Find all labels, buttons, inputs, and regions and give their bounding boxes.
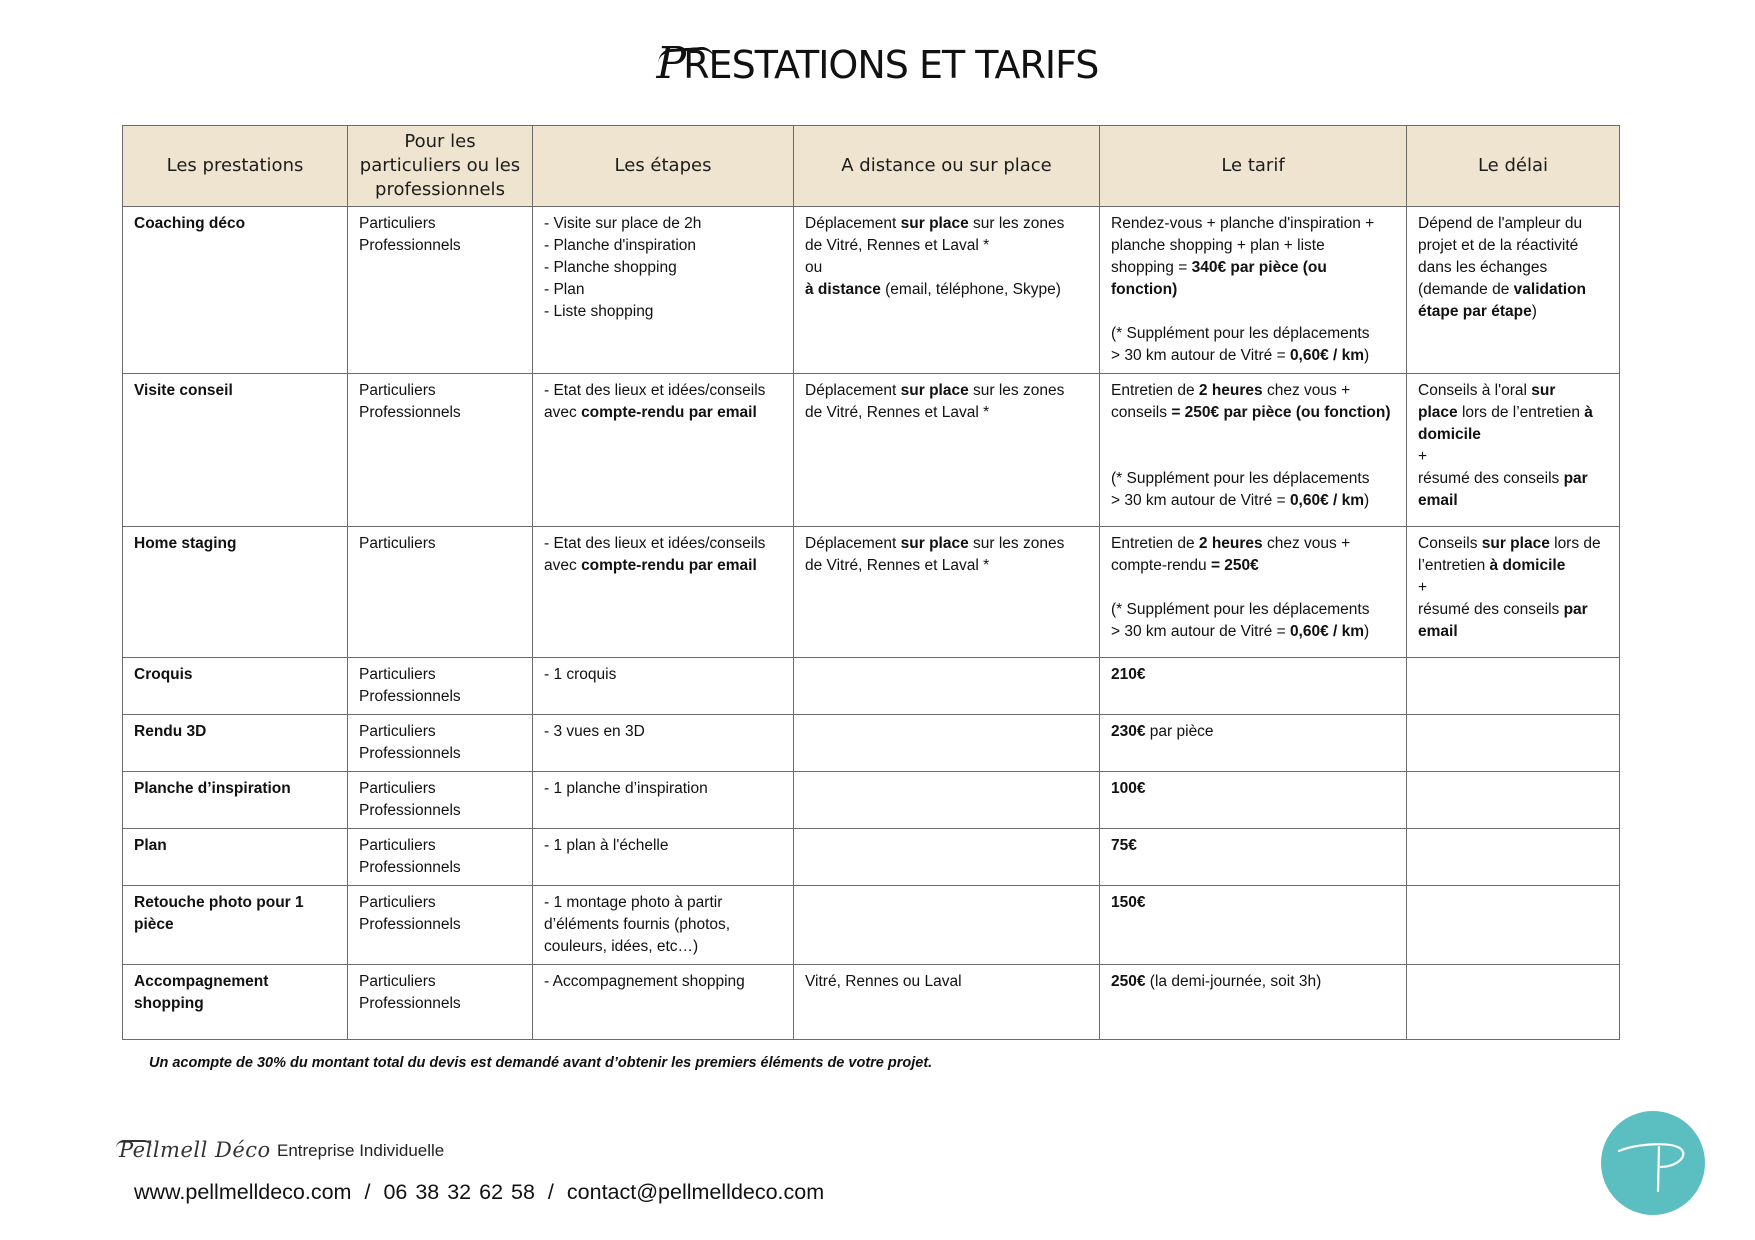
price-cell-text: 230€	[1111, 723, 1146, 740]
price-cell-text: )	[1364, 623, 1370, 640]
steps-cell	[533, 965, 794, 1040]
logo-swash-decoration	[116, 1140, 152, 1148]
delay-cell-text: par	[1563, 470, 1588, 487]
delay-cell-text: lors de l’entretien	[1457, 404, 1585, 421]
price-cell-text: 250€	[1111, 973, 1146, 990]
price-cell-line	[1111, 301, 1395, 323]
steps-cell-line: - 1 montage photo à partir	[544, 894, 723, 911]
location-cell-text: ou	[805, 259, 823, 276]
email-link[interactable]: contact@pellmelldeco.com	[566, 1180, 825, 1204]
delay-cell-line	[1418, 599, 1608, 621]
price-cell-text: planche shopping + plan + liste	[1111, 237, 1325, 254]
service-name: Planche d’inspiration	[123, 772, 348, 829]
pricing-table	[122, 125, 1620, 1040]
price-cell-text: (* Supplément pour les déplacements	[1111, 470, 1370, 487]
clients-cell-line: Particuliers	[359, 215, 436, 232]
brand-badge-icon	[1601, 1111, 1705, 1215]
separator: /	[547, 1180, 554, 1204]
delay-cell-line	[1418, 213, 1608, 235]
delay-cell-line	[1418, 279, 1608, 301]
price-cell-line	[1111, 835, 1395, 857]
column-header-location: A distance ou sur place	[794, 126, 1100, 207]
price-cell-text: conseils	[1111, 404, 1172, 421]
table-row	[123, 207, 1620, 374]
location-cell-text: sur place	[900, 215, 969, 232]
steps-cell-text: - Etat des lieux et idées/conseils	[544, 535, 766, 552]
clients-cell-line: Particuliers	[359, 973, 436, 990]
clients-cell-line: Particuliers	[359, 780, 436, 797]
price-cell-text: shopping =	[1111, 259, 1192, 276]
price-cell-line	[1111, 323, 1395, 345]
steps-cell	[533, 829, 794, 886]
clients-cell-line: Particuliers	[359, 837, 436, 854]
location-cell	[794, 527, 1100, 658]
page-title	[0, 38, 1755, 89]
steps-cell-line: - Accompagnement shopping	[544, 973, 745, 990]
location-cell-text: Déplacement	[805, 382, 901, 399]
service-name: Accompagnement shopping	[123, 965, 348, 1040]
delay-cell-text: Dépend de l'ampleur du	[1418, 215, 1583, 232]
steps-cell-text: compte-rendu par email	[581, 404, 757, 421]
price-cell-line	[1111, 971, 1395, 993]
location-cell-text: de Vitré, Rennes et Laval *	[805, 404, 990, 421]
price-cell-text: 0,60€ / km	[1289, 347, 1365, 364]
price-cell-line	[1111, 257, 1395, 279]
delay-cell-text: dans les échanges	[1418, 259, 1548, 276]
price-cell-text: 75€	[1111, 837, 1137, 854]
service-name: Rendu 3D	[123, 715, 348, 772]
price-cell-line	[1111, 664, 1395, 686]
title-initial: P	[656, 38, 686, 89]
location-cell	[794, 715, 1100, 772]
steps-cell-line: - Visite sur place de 2h	[544, 215, 702, 232]
clients-cell	[348, 886, 533, 965]
price-cell-text: 0,60€ / km	[1289, 492, 1365, 509]
location-cell-text: sur les zones	[968, 535, 1065, 552]
delay-cell-line	[1418, 446, 1608, 468]
clients-cell-line: Professionnels	[359, 237, 461, 254]
table-row	[123, 829, 1620, 886]
table-row	[123, 772, 1620, 829]
price-cell	[1100, 772, 1407, 829]
service-name: Plan	[123, 829, 348, 886]
steps-cell	[533, 772, 794, 829]
column-header-steps: Les étapes	[533, 126, 794, 207]
delay-cell-line	[1418, 490, 1608, 512]
price-cell-line	[1111, 380, 1395, 402]
steps-cell-line	[544, 380, 782, 402]
price-cell-text: 210€	[1111, 666, 1146, 683]
delay-cell-text: sur	[1531, 382, 1556, 399]
steps-cell	[533, 715, 794, 772]
price-cell-line	[1111, 213, 1395, 235]
location-cell-text: de Vitré, Rennes et Laval *	[805, 237, 990, 254]
delay-cell-text: +	[1418, 448, 1428, 465]
location-cell	[794, 207, 1100, 374]
price-cell-line	[1111, 599, 1395, 621]
column-header-price: Le tarif	[1100, 126, 1407, 207]
price-cell-text: 2 heures	[1198, 382, 1263, 399]
steps-cell-line: - 3 vues en 3D	[544, 723, 645, 740]
location-cell	[794, 965, 1100, 1040]
clients-cell	[348, 207, 533, 374]
delay-cell-text: email	[1418, 492, 1458, 509]
steps-cell-line: - Planche d'inspiration	[544, 237, 697, 254]
price-cell-line	[1111, 577, 1395, 599]
price-cell-text: chez vous +	[1262, 382, 1351, 399]
delay-cell-line	[1418, 533, 1608, 555]
service-name: Croquis	[123, 658, 348, 715]
price-cell-text: chez vous +	[1262, 535, 1351, 552]
price-cell	[1100, 965, 1407, 1040]
price-cell-text: > 30 km autour de Vitré =	[1111, 492, 1290, 509]
steps-cell-line: d’éléments fournis (photos,	[544, 916, 731, 933]
location-cell-text: sur place	[900, 535, 969, 552]
delay-cell-line	[1418, 555, 1608, 577]
location-cell-line	[805, 213, 1088, 235]
price-cell-text: (la demi-journée, soit 3h)	[1145, 973, 1322, 990]
price-cell-line	[1111, 621, 1395, 643]
price-cell-text: )	[1364, 347, 1370, 364]
location-cell	[794, 658, 1100, 715]
clients-cell	[348, 715, 533, 772]
delay-cell-text: Conseils	[1418, 535, 1482, 552]
delay-cell-text: résumé des conseils	[1418, 601, 1564, 618]
delay-cell-line	[1418, 577, 1608, 599]
steps-cell	[533, 207, 794, 374]
price-cell-text: compte-rendu	[1111, 557, 1211, 574]
clients-cell-line: Particuliers	[359, 382, 436, 399]
logo-text: Pellmell Déco	[119, 1138, 271, 1162]
delay-cell-text: sur place	[1481, 535, 1550, 552]
delay-cell-text: lors de	[1549, 535, 1601, 552]
price-cell-text: > 30 km autour de Vitré =	[1111, 623, 1290, 640]
column-header-prestations: Les prestations	[123, 126, 348, 207]
location-cell-line	[805, 555, 1088, 577]
delay-cell-text: +	[1418, 579, 1428, 596]
location-cell	[794, 374, 1100, 527]
price-cell-line	[1111, 345, 1395, 367]
price-cell-text: 150€	[1111, 894, 1146, 911]
delay-cell-text: étape par étape	[1418, 303, 1532, 320]
price-cell-text: 100€	[1111, 780, 1146, 797]
steps-cell-line: couleurs, idées, etc…)	[544, 938, 699, 955]
delay-cell-line	[1418, 468, 1608, 490]
price-cell-line	[1111, 424, 1395, 446]
price-cell-line	[1111, 235, 1395, 257]
delay-cell	[1407, 658, 1620, 715]
steps-cell-line: - 1 planche d’inspiration	[544, 780, 708, 797]
clients-cell-line: Professionnels	[359, 802, 461, 819]
price-cell	[1100, 527, 1407, 658]
delay-cell	[1407, 886, 1620, 965]
delay-cell	[1407, 207, 1620, 374]
delay-cell-text: par	[1563, 601, 1588, 618]
location-cell-text: sur les zones	[968, 382, 1065, 399]
price-cell-text: fonction)	[1111, 281, 1178, 298]
column-header-clients: Pour les particuliers ou les professionnels	[348, 126, 533, 207]
price-cell	[1100, 658, 1407, 715]
price-cell-text: = 250€ par pièce (ou fonction)	[1171, 404, 1391, 421]
table-body	[123, 207, 1620, 1040]
price-cell-line	[1111, 533, 1395, 555]
table-row	[123, 527, 1620, 658]
table-row	[123, 965, 1620, 1040]
delay-cell-text: )	[1531, 303, 1537, 320]
clients-cell-line: Professionnels	[359, 916, 461, 933]
location-cell-text: Vitré, Rennes ou Laval	[805, 973, 962, 990]
clients-cell	[348, 374, 533, 527]
clients-cell-line: Particuliers	[359, 666, 436, 683]
price-cell-text: (* Supplément pour les déplacements	[1111, 325, 1370, 342]
steps-cell-text: - Etat des lieux et idées/conseils	[544, 382, 766, 399]
brand-logo	[119, 1138, 271, 1162]
price-cell-text: 340€ par pièce (ou	[1191, 259, 1327, 276]
steps-cell-line	[544, 402, 782, 424]
delay-cell-text: à	[1584, 404, 1593, 421]
steps-cell-text: compte-rendu par email	[581, 557, 757, 574]
service-name: Visite conseil	[123, 374, 348, 527]
clients-cell-line: Professionnels	[359, 404, 461, 421]
steps-cell-line: - 1 croquis	[544, 666, 617, 683]
delay-cell	[1407, 772, 1620, 829]
delay-cell-text: domicile	[1418, 426, 1481, 443]
table-row	[123, 715, 1620, 772]
location-cell-text: de Vitré, Rennes et Laval *	[805, 557, 990, 574]
price-cell	[1100, 374, 1407, 527]
location-cell-text: Déplacement	[805, 215, 901, 232]
price-cell-line	[1111, 446, 1395, 468]
steps-cell-line	[544, 555, 782, 577]
clients-cell	[348, 527, 533, 658]
price-cell	[1100, 207, 1407, 374]
steps-cell-line: - Plan	[544, 281, 585, 298]
location-cell-text: sur place	[900, 382, 969, 399]
steps-cell-line	[544, 533, 782, 555]
phone-number: 06 38 32 62 58	[383, 1180, 535, 1204]
clients-cell-line: Professionnels	[359, 859, 461, 876]
price-cell-line	[1111, 402, 1395, 424]
price-cell	[1100, 886, 1407, 965]
steps-cell	[533, 527, 794, 658]
delay-cell	[1407, 965, 1620, 1040]
company-type: Entreprise Individuelle	[277, 1141, 445, 1160]
price-cell-text: (* Supplément pour les déplacements	[1111, 601, 1370, 618]
location-cell-line	[805, 380, 1088, 402]
location-cell-line	[805, 257, 1088, 279]
price-cell-text: = 250€	[1210, 557, 1259, 574]
location-cell-text: (email, téléphone, Skype)	[880, 281, 1061, 298]
table-row	[123, 658, 1620, 715]
delay-cell-line	[1418, 424, 1608, 446]
clients-cell	[348, 829, 533, 886]
steps-cell	[533, 658, 794, 715]
location-cell	[794, 772, 1100, 829]
steps-cell-text: avec	[544, 404, 582, 421]
clients-cell-line: Particuliers	[359, 535, 436, 552]
clients-cell	[348, 772, 533, 829]
table-header-row	[123, 126, 1620, 207]
location-cell-text: à distance	[805, 281, 881, 298]
clients-cell-line: Particuliers	[359, 723, 436, 740]
price-cell-text: Rendez-vous + planche d'inspiration +	[1111, 215, 1375, 232]
delay-cell-text: validation	[1513, 281, 1587, 298]
price-cell-text: > 30 km autour de Vitré =	[1111, 347, 1290, 364]
service-name: Retouche photo pour 1 pièce	[123, 886, 348, 965]
separator: /	[364, 1180, 371, 1204]
delay-cell-text: l’entretien	[1418, 557, 1490, 574]
title-text: RESTATIONS ET TARIFS	[683, 43, 1099, 87]
steps-cell-text: avec	[544, 557, 582, 574]
price-cell-line	[1111, 279, 1395, 301]
delay-cell-line	[1418, 380, 1608, 402]
delay-cell-text: email	[1418, 623, 1458, 640]
price-cell	[1100, 829, 1407, 886]
location-cell-line	[805, 971, 1088, 993]
price-cell	[1100, 715, 1407, 772]
delay-cell	[1407, 829, 1620, 886]
p-monogram-icon	[1601, 1111, 1705, 1215]
price-cell-text: Entretien de	[1111, 382, 1199, 399]
delay-cell-line	[1418, 301, 1608, 323]
clients-cell-line: Professionnels	[359, 745, 461, 762]
price-cell-text: Entretien de	[1111, 535, 1199, 552]
location-cell	[794, 829, 1100, 886]
location-cell	[794, 886, 1100, 965]
steps-cell	[533, 374, 794, 527]
delay-cell-text: à domicile	[1489, 557, 1566, 574]
location-cell-line	[805, 235, 1088, 257]
steps-cell-line: - 1 plan à l'échelle	[544, 837, 669, 854]
price-cell-line	[1111, 555, 1395, 577]
price-cell-text: par pièce	[1145, 723, 1214, 740]
delay-cell	[1407, 374, 1620, 527]
price-cell-line	[1111, 778, 1395, 800]
website-link[interactable]: www.pellmelldeco.com	[134, 1180, 352, 1204]
steps-cell-line: - Planche shopping	[544, 259, 677, 276]
delay-cell-text: résumé des conseils	[1418, 470, 1564, 487]
location-cell-text: sur les zones	[968, 215, 1065, 232]
delay-cell-text: (demande de	[1418, 281, 1514, 298]
delay-cell-text: place	[1418, 404, 1458, 421]
delay-cell	[1407, 715, 1620, 772]
delay-cell-text: Conseils à l'oral	[1418, 382, 1532, 399]
delay-cell	[1407, 527, 1620, 658]
delay-cell-line	[1418, 257, 1608, 279]
deposit-note: Un acompte de 30% du montant total du devis est demandé avant d’obtenir les premiers éléments de votre projet.	[149, 1055, 933, 1071]
price-cell-text: 0,60€ / km	[1289, 623, 1365, 640]
price-cell-line	[1111, 721, 1395, 743]
clients-cell-line: Professionnels	[359, 995, 461, 1012]
table-row	[123, 374, 1620, 527]
delay-cell-line	[1418, 402, 1608, 424]
clients-cell	[348, 658, 533, 715]
clients-cell	[348, 965, 533, 1040]
service-name: Coaching déco	[123, 207, 348, 374]
service-name: Home staging	[123, 527, 348, 658]
price-cell-text: )	[1364, 492, 1370, 509]
clients-cell-line: Professionnels	[359, 688, 461, 705]
steps-cell-line: - Liste shopping	[544, 303, 654, 320]
contact-line	[134, 1180, 824, 1205]
location-cell-line	[805, 533, 1088, 555]
price-cell-text: 2 heures	[1198, 535, 1263, 552]
location-cell-text: Déplacement	[805, 535, 901, 552]
delay-cell-line	[1418, 235, 1608, 257]
delay-cell-text: projet et de la réactivité	[1418, 237, 1579, 254]
price-cell-line	[1111, 892, 1395, 914]
table-row	[123, 886, 1620, 965]
column-header-delay: Le délai	[1407, 126, 1620, 207]
price-cell-line	[1111, 490, 1395, 512]
delay-cell-line	[1418, 621, 1608, 643]
location-cell-line	[805, 279, 1088, 301]
price-cell-line	[1111, 468, 1395, 490]
steps-cell	[533, 886, 794, 965]
clients-cell-line: Particuliers	[359, 894, 436, 911]
location-cell-line	[805, 402, 1088, 424]
